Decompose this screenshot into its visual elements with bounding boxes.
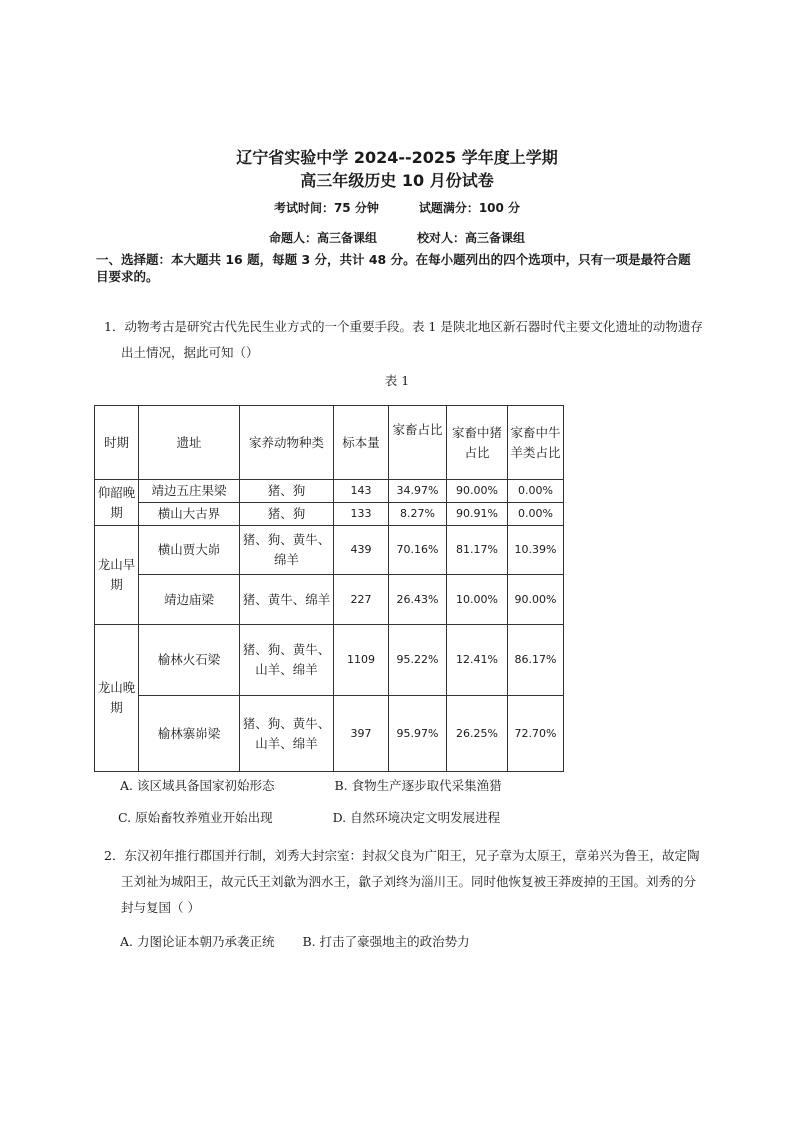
count-cell: 1109 [334, 625, 389, 696]
animals-cell: 猪、狗、黄牛、绵羊 [240, 526, 334, 575]
table-row [95, 503, 564, 526]
q1-options-row2 [118, 808, 500, 826]
q1-option-b: B. 食物生产逐步取代采集渔猎 [334, 778, 502, 793]
table-row [95, 480, 564, 503]
q1-option-d: D. 自然环境决定文明发展进程 [332, 810, 501, 825]
site-cell: 横山大古界 [139, 503, 240, 526]
site-cell: 靖边五庄果梁 [139, 480, 240, 503]
period-cell: 龙山早期 [95, 526, 139, 625]
col-header-animals: 家养动物种类 [240, 406, 334, 480]
pig-cell: 10.00% [447, 575, 508, 625]
animals-cell: 猪、狗、黄牛、山羊、绵羊 [240, 625, 334, 696]
col-header-cattle: 家畜中牛羊类占比 [508, 406, 564, 480]
livestock-cell: 95.97% [389, 696, 447, 772]
table-row [95, 575, 564, 625]
exam-meta-row2 [0, 229, 794, 246]
q1-stem-line1: 1．动物考古是研究古代先民生业方式的一个重要手段。表 1 是陕北地区新石器时代主要文化遗址的动物遗存 [104, 319, 703, 334]
pig-cell: 26.25% [447, 696, 508, 772]
table-header-row [95, 406, 564, 480]
col-header-site: 遗址 [139, 406, 240, 480]
q2-stem-line1: 2．东汉初年推行郡国并行制，刘秀大封宗室：封叔父良为广阳王，兄子章为太原王，章弟兴为鲁王，故定陶 [104, 848, 700, 863]
q2-option-a: A. 力图论证本朝乃承袭正统 [120, 934, 275, 949]
animals-cell: 猪、黄牛、绵羊 [240, 575, 334, 625]
count-cell: 397 [334, 696, 389, 772]
pig-cell: 81.17% [447, 526, 508, 575]
count-cell: 133 [334, 503, 389, 526]
livestock-cell: 8.27% [389, 503, 447, 526]
pig-cell: 90.91% [447, 503, 508, 526]
col-header-pig: 家畜中猪占比 [447, 406, 508, 480]
animals-cell: 猪、狗 [240, 480, 334, 503]
count-cell: 143 [334, 480, 389, 503]
exam-meta-row1 [0, 199, 794, 216]
period-cell: 龙山晚期 [95, 625, 139, 772]
proofreader: 校对人：高三备课组 [417, 231, 526, 245]
q2-options-row1 [120, 932, 470, 950]
table-row [95, 625, 564, 696]
q1-options-row1 [120, 776, 502, 794]
exam-title-line1: 辽宁省实验中学 2024--2025 学年度上学期 [236, 148, 558, 167]
col-header-count: 标本量 [334, 406, 389, 480]
period-cell: 仰韶晚期 [95, 480, 139, 526]
site-cell: 横山贾大峁 [139, 526, 240, 575]
livestock-cell: 95.22% [389, 625, 447, 696]
table-1 [94, 405, 564, 772]
q1-option-a: A. 该区域具备国家初始形态 [120, 778, 275, 793]
count-cell: 227 [334, 575, 389, 625]
cattle-cell: 10.39% [508, 526, 564, 575]
cattle-cell: 86.17% [508, 625, 564, 696]
livestock-cell: 70.16% [389, 526, 447, 575]
author: 命题人：高三备课组 [268, 231, 377, 245]
q2-option-b: B. 打击了豪强地主的政治势力 [302, 934, 470, 949]
cattle-cell: 0.00% [508, 503, 564, 526]
count-cell: 439 [334, 526, 389, 575]
animals-cell: 猪、狗 [240, 503, 334, 526]
q2-stem-line3: 封与复国（ ） [121, 900, 200, 915]
exam-title-line2: 高三年级历史 10 月份试卷 [300, 171, 494, 190]
livestock-cell: 26.43% [389, 575, 447, 625]
cattle-cell: 72.70% [508, 696, 564, 772]
table-row [95, 696, 564, 772]
q2-stem-line2: 王刘祉为城阳王，故元氏王刘歙为泗水王，歙子刘终为淄川王。同时他恢复被王莽废掉的王国。刘秀的分 [121, 874, 697, 889]
table-row [95, 526, 564, 575]
q1-option-c: C. 原始畜牧养殖业开始出现 [118, 810, 273, 825]
cattle-cell: 90.00% [508, 575, 564, 625]
site-cell: 靖边庙梁 [139, 575, 240, 625]
exam-time: 考试时间：75 分钟 [273, 201, 379, 215]
pig-cell: 90.00% [447, 480, 508, 503]
pig-cell: 12.41% [447, 625, 508, 696]
table-caption: 表 1 [384, 373, 410, 388]
site-cell: 榆林火石梁 [139, 625, 240, 696]
col-header-livestock: 家畜占比 [389, 406, 447, 480]
full-score: 试题满分：100 分 [418, 201, 521, 215]
cattle-cell: 0.00% [508, 480, 564, 503]
site-cell: 榆林寨峁梁 [139, 696, 240, 772]
section1-instruction: 一、选择题：本大题共 16 题，每题 3 分，共计 48 分。在每小题列出的四个选项中，只有一项是最符合题目要求的。 [96, 252, 691, 284]
q1-stem-line2: 出土情况，据此可知（） [121, 345, 259, 360]
animals-cell: 猪、狗、黄牛、山羊、绵羊 [240, 696, 334, 772]
livestock-cell: 34.97% [389, 480, 447, 503]
col-header-period: 时期 [95, 406, 139, 480]
